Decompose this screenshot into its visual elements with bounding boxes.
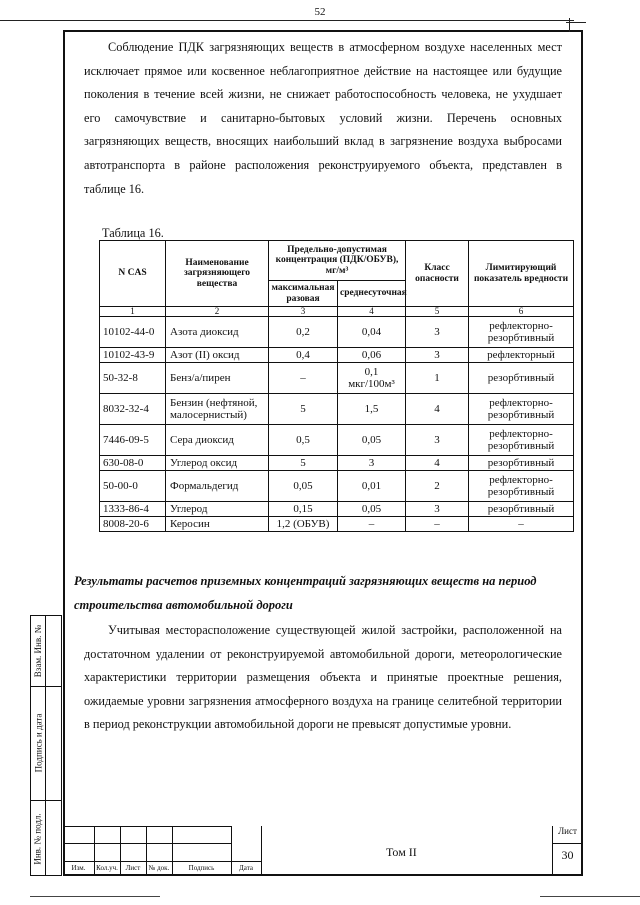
limit-cell: рефлекторно-резорбтивный — [469, 425, 574, 456]
cas-cell: 8032-32-4 — [100, 394, 166, 425]
max-cell: 0,5 — [269, 425, 338, 456]
class-cell: 3 — [406, 502, 469, 517]
name-cell: Бензин (нефтяной, малосернистый) — [166, 394, 269, 425]
limit-cell: рефлекторно-резорбтивный — [469, 471, 574, 502]
sheet-number: 30 — [561, 848, 574, 862]
volume-label: Том II — [386, 845, 417, 859]
col-kol: Кол.уч. — [96, 864, 118, 872]
daily-cell: 1,5 — [338, 394, 406, 425]
name-cell: Керосин — [166, 517, 269, 532]
intro-paragraph — [84, 36, 562, 201]
header-limit: Лимитирующий показатель вредности — [469, 241, 574, 307]
sheet-label: Лист — [558, 826, 577, 836]
name-cell: Азота диоксид — [166, 317, 269, 348]
side-stamp — [30, 615, 62, 876]
limit-cell: резорбтивный — [469, 502, 574, 517]
header-class: Класс опасности — [406, 241, 469, 307]
cas-cell: 8008-20-6 — [100, 517, 166, 532]
col-doc: № док. — [148, 864, 170, 872]
intro-text: Соблюдение ПДК загрязняющих веществ в атмосферном воздухе населенных мест исключает прямое или косвенное неблагоприятное действие на настоящее или будущие поколения в течение всей жизни, не снижает работоспособность человека, не ухудшает его самочувствие и санитарно-бытовых условий жизни. Перечень основных загрязняющих веществ, вносящих наибольший вклад в загрязнение воздуха выбросами автотранспорта в районе расположения реконструируемого объекта, представлен в таблице 16. — [84, 40, 562, 196]
table-row — [100, 517, 574, 532]
index-row — [100, 307, 574, 317]
daily-cell: 0,1 мкг/100м³ — [338, 363, 406, 394]
index-cell: 4 — [338, 307, 406, 317]
max-cell: 0,2 — [269, 317, 338, 348]
page-number: 52 — [314, 6, 326, 18]
max-cell: 5 — [269, 456, 338, 471]
col-list: Лист — [125, 864, 141, 872]
max-cell: 5 — [269, 394, 338, 425]
daily-cell: 0,05 — [338, 502, 406, 517]
results-paragraph — [84, 619, 562, 737]
side-label-podpis: Подпись и дата — [33, 713, 43, 773]
side-label-vzam: Взам. Инв. № — [33, 624, 43, 678]
header-max: максимальная разовая — [269, 281, 338, 307]
daily-cell: 0,04 — [338, 317, 406, 348]
cas-cell: 50-32-8 — [100, 363, 166, 394]
table-row — [100, 348, 574, 363]
table-row — [100, 394, 574, 425]
class-cell: 3 — [406, 425, 469, 456]
class-cell: – — [406, 517, 469, 532]
cas-cell: 10102-43-9 — [100, 348, 166, 363]
table-row — [100, 456, 574, 471]
daily-cell: 0,06 — [338, 348, 406, 363]
bottom-rule-right — [540, 896, 640, 897]
table-caption: Таблица 16. — [102, 226, 164, 240]
col-izm: Изм. — [71, 864, 86, 872]
limit-cell: резорбтивный — [469, 456, 574, 471]
table-row — [100, 363, 574, 394]
name-cell: Углерод оксид — [166, 456, 269, 471]
class-cell: 2 — [406, 471, 469, 502]
table-row — [100, 425, 574, 456]
cas-cell: 630-08-0 — [100, 456, 166, 471]
max-cell: 0,4 — [269, 348, 338, 363]
daily-cell: 3 — [338, 456, 406, 471]
class-cell: 3 — [406, 317, 469, 348]
daily-cell: – — [338, 517, 406, 532]
class-cell: 3 — [406, 348, 469, 363]
title-block — [63, 826, 583, 876]
limit-cell: – — [469, 517, 574, 532]
results-text: Учитывая месторасположение существующей жилой застройки, расположенной на достаточном удалении от реконструируемой автомобильной дороги, метеорологические характеристики территории размещения объекта и принятые проектные решения, ожидаемые уровни загрязнения атмосферного воздуха на границе селитебной территории в период реконструкции автомобильной дороги не превысят допустимые уровни. — [84, 623, 562, 732]
name-cell: Бенз/а/пирен — [166, 363, 269, 394]
max-cell: 0,05 — [269, 471, 338, 502]
class-cell: 1 — [406, 363, 469, 394]
pollutant-table — [99, 240, 574, 532]
cas-cell: 50-00-0 — [100, 471, 166, 502]
index-cell: 1 — [100, 307, 166, 317]
cas-cell: 10102-44-0 — [100, 317, 166, 348]
section-heading: Результаты расчетов приземных концентраций загрязняющих веществ на период строительства автомобильной дороги — [74, 574, 537, 612]
header-cas: N CAS — [100, 241, 166, 307]
col-podpis: Подпись — [188, 864, 215, 872]
class-cell: 4 — [406, 394, 469, 425]
limit-cell: рефлекторно-резорбтивный — [469, 317, 574, 348]
table-row — [100, 317, 574, 348]
max-cell: – — [269, 363, 338, 394]
table-row — [100, 471, 574, 502]
cas-cell: 7446-09-5 — [100, 425, 166, 456]
name-cell: Углерод — [166, 502, 269, 517]
table-row — [100, 502, 574, 517]
top-rule — [0, 20, 574, 21]
daily-cell: 0,01 — [338, 471, 406, 502]
limit-cell: рефлекторный — [469, 348, 574, 363]
limit-cell: рефлекторно-резорбтивный — [469, 394, 574, 425]
max-cell: 0,15 — [269, 502, 338, 517]
col-date: Дата — [239, 864, 253, 872]
name-cell: Азот (II) оксид — [166, 348, 269, 363]
side-label-inv: Инв. № подл. — [33, 812, 43, 865]
index-cell: 3 — [269, 307, 338, 317]
frame-corner-mark — [569, 18, 570, 32]
limit-cell: резорбтивный — [469, 363, 574, 394]
frame-corner-mark-2 — [566, 22, 586, 23]
header-daily: среднесуточная — [338, 281, 406, 307]
name-cell: Формальдегид — [166, 471, 269, 502]
cas-cell: 1333-86-4 — [100, 502, 166, 517]
name-cell: Сера диоксид — [166, 425, 269, 456]
index-cell: 5 — [406, 307, 469, 317]
class-cell: 4 — [406, 456, 469, 471]
index-cell: 2 — [166, 307, 269, 317]
max-cell: 1,2 (ОБУВ) — [269, 517, 338, 532]
daily-cell: 0,05 — [338, 425, 406, 456]
bottom-rule-left — [30, 896, 160, 897]
index-cell: 6 — [469, 307, 574, 317]
header-name: Наименование загрязняющего вещества — [166, 241, 269, 307]
header-concentration: Предельно-допустимая концентрация (ПДК/ОБУВ), мг/м³ — [269, 241, 406, 281]
